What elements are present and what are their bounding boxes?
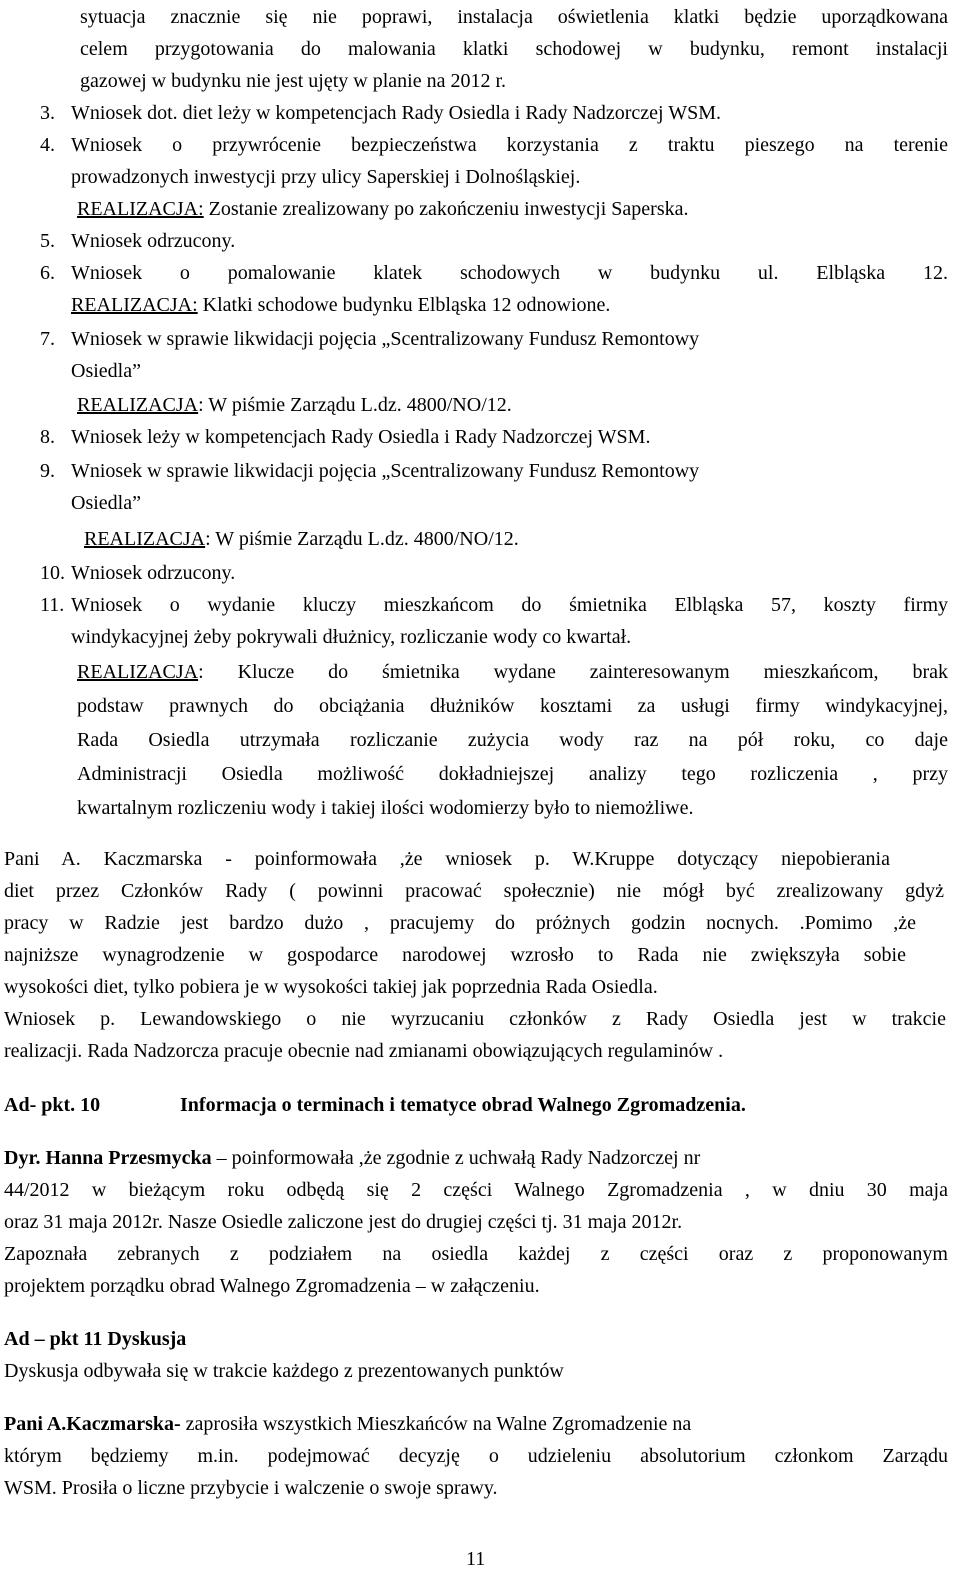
item-11-realization-line-5: kwartalnym rozliczeniu wody i takiej ilości wodomierzy było to niemożliwe. — [77, 797, 694, 819]
realization-label: REALIZACJA: — [71, 294, 198, 316]
item-11-realization-line-3: Rada Osiedla utrzymała rozliczanie zużycia wody raz na pół roku, co daje — [77, 729, 948, 751]
page-number: 11 — [466, 1548, 486, 1570]
item-6-number: 6. — [40, 262, 55, 284]
item-7-realization — [77, 394, 512, 416]
pkt11-text: Dyskusja odbywała się w trakcie każdego z prezentowanych punktów — [4, 1360, 564, 1382]
item-11-realization-line-2: podstaw prawnych do obciążania dłużników kosztami za usługi firmy windykacyjnej, — [77, 695, 948, 717]
item-11-realization-line-4: Administracji Osiedla możliwość dokładniejszej analizy tego rozliczenia , przy — [77, 763, 948, 785]
para-top-line-3: gazowej w budynku nie jest ujęty w planie na 2012 r. — [80, 70, 507, 92]
item-11-number: 11. — [40, 594, 65, 616]
dyr-line-3: oraz 31 maja 2012r. Nasze Osiedle zaliczone jest do drugiej części tj. 31 maja 2012r. — [4, 1211, 683, 1233]
item-4-number: 4. — [40, 134, 55, 156]
kaczmarska-line-1: Pani A. Kaczmarska - poinformowała ,że wniosek p. W.Kruppe dotyczący niepobierania — [4, 848, 890, 870]
item-8-text: Wniosek leży w kompetencjach Rady Osiedla i Rady Nadzorczej WSM. — [71, 426, 651, 448]
realization-text: Klatki schodowe budynku Elbląska 12 odnowione. — [197, 294, 611, 316]
item-7-number: 7. — [40, 328, 55, 350]
kaczmarska-line-2: diet przez Członków Rady ( powinni pracować społecznie) nie mógł być zrealizowany gdyż — [4, 880, 944, 902]
item-3-text: Wniosek dot. diet leży w kompetencjach Rady Osiedla i Rady Nadzorczej WSM. — [71, 102, 721, 124]
realization-text: : Klucze do śmietnika wydane zainteresowanym mieszkańcom, brak — [198, 661, 948, 683]
item-11-line-1: Wniosek o wydanie kluczy mieszkańcom do śmietnika Elbląska 57, koszty firmy — [71, 594, 948, 616]
dyr-line-4: Zapoznała zebranych z podziałem na osiedla każdej z części oraz z proponowanym — [4, 1243, 948, 1265]
kaczmarska-line-3: pracy w Radzie jest bardzo dużo , pracujemy do próżnych godzin nocnych. .Pomimo ,że — [4, 912, 916, 934]
final-line-2: którym będziemy m.in. podejmować decyzję o udzieleniu absolutorium członkom Zarządu — [4, 1445, 948, 1467]
final-line-1-text: zaprosiła wszystkich Mieszkańców na Walne Zgromadzenie na — [180, 1413, 692, 1435]
realization-text: Zostanie zrealizowany po zakończeniu inwestycji Saperska. — [203, 198, 689, 220]
item-9-line-2: Osiedla” — [71, 492, 141, 514]
final-line-3: WSM. Prosiła o liczne przybycie i walczenie o swoje sprawy. — [4, 1477, 498, 1499]
pkt11-heading: Ad – pkt 11 Dyskusja — [4, 1328, 187, 1350]
item-9-realization — [84, 528, 519, 550]
realization-text: : W piśmie Zarządu L.dz. 4800/NO/12. — [205, 528, 519, 550]
item-8-number: 8. — [40, 426, 55, 448]
item-6-line-1: Wniosek o pomalowanie klatek schodowych w budynku ul. Elbląska 12. — [71, 262, 948, 284]
kaczmarska-line-5: wysokości diet, tylko pobiera je w wysokości takiej jak poprzednia Rada Osiedla. — [4, 976, 658, 998]
kaczmarska-line-6: Wniosek p. Lewandowskiego o nie wyrzucaniu członków z Rady Osiedla jest w trakcie — [4, 1008, 946, 1030]
item-10-text: Wniosek odrzucony. — [71, 562, 236, 584]
item-5-number: 5. — [40, 230, 55, 252]
item-11-line-2: windykacyjnej żeby pokrywali dłużnicy, rozliczanie wody co kwartał. — [71, 626, 632, 648]
pkt10-title: Informacja o terminach i tematyce obrad Walnego Zgromadzenia. — [180, 1094, 746, 1116]
dyr-line-1-text: – poinformowała ,że zgodnie z uchwałą Rady Nadzorczej nr — [211, 1147, 701, 1169]
item-4-line-2: prowadzonych inwestycji przy ulicy Saperskiej i Dolnośląskiej. — [71, 166, 581, 188]
para-top-line-2: celem przygotowania do malowania klatki schodowej w budynku, remont instalacji — [80, 38, 948, 60]
item-9-number: 9. — [40, 460, 55, 482]
item-4-realization — [77, 198, 689, 220]
item-7-line-1: Wniosek w sprawie likwidacji pojęcia „Scentralizowany Fundusz Remontowy — [71, 328, 700, 350]
dyr-line-1 — [4, 1147, 700, 1169]
item-7-line-2: Osiedla” — [71, 360, 141, 382]
realization-label: REALIZACJA: — [77, 198, 204, 220]
dyr-name: Dyr. Hanna Przesmycka — [4, 1147, 212, 1169]
item-11-realization — [77, 661, 948, 683]
realization-text: : W piśmie Zarządu L.dz. 4800/NO/12. — [198, 394, 512, 416]
item-3-number: 3. — [40, 102, 55, 124]
pkt10-label: Ad- pkt. 10 — [4, 1094, 101, 1116]
realization-label: REALIZACJA — [77, 661, 199, 683]
item-10-number: 10. — [40, 562, 65, 584]
final-line-1 — [4, 1413, 691, 1435]
final-name: Pani A.Kaczmarska- — [4, 1413, 181, 1435]
kaczmarska-line-4: najniższe wynagrodzenie w gospodarce narodowej wzrosło to Rada nie zwiększyła sobie — [4, 944, 906, 966]
dyr-line-5: projektem porządku obrad Walnego Zgromadzenia – w załączeniu. — [4, 1275, 540, 1297]
para-top-line-1: sytuacja znacznie się nie poprawi, instalacja oświetlenia klatki będzie uporządkowana — [80, 6, 948, 28]
item-6-realization — [71, 294, 610, 316]
item-9-line-1: Wniosek w sprawie likwidacji pojęcia „Scentralizowany Fundusz Remontowy — [71, 460, 700, 482]
kaczmarska-line-7: realizacji. Rada Nadzorcza pracuje obecnie nad zmianami obowiązujących regulaminów . — [4, 1040, 724, 1062]
item-4-line-1: Wniosek o przywrócenie bezpieczeństwa korzystania z traktu pieszego na terenie — [71, 134, 948, 156]
realization-label: REALIZACJA — [77, 394, 199, 416]
realization-label: REALIZACJA — [84, 528, 206, 550]
item-5-text: Wniosek odrzucony. — [71, 230, 236, 252]
dyr-line-2: 44/2012 w bieżącym roku odbędą się 2 części Walnego Zgromadzenia , w dniu 30 maja — [4, 1179, 948, 1201]
